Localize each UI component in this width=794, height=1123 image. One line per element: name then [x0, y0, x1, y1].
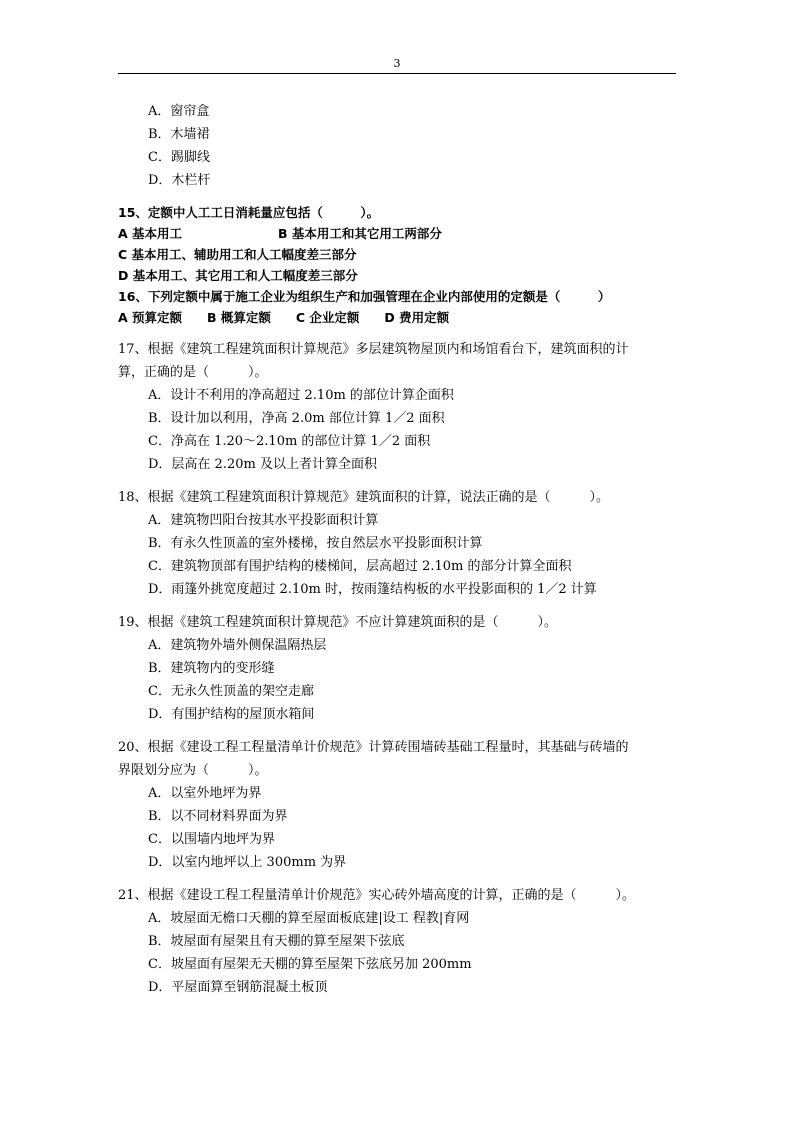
q17-option-d: D．层高在 2.20m 及以上者计算全面积 — [148, 457, 377, 472]
q19-option-a: A．建筑物外墙外侧保温隔热层 — [148, 638, 327, 653]
q20-stem-line1: 20、根据《建设工程工程量清单计价规范》计算砖围墙砖基础工程量时，其基础与砖墙的 — [118, 740, 629, 755]
q19-option-d: D．有围护结构的屋顶水箱间 — [148, 707, 315, 722]
q17-option-c: C．净高在 1.20～2.10m 的部位计算 1／2 面积 — [148, 434, 431, 449]
q16-options: A 预算定额 B 概算定额 C 企业定额 D 费用定额 — [118, 310, 450, 325]
q19-option-b: B．建筑物内的变形缝 — [148, 661, 275, 676]
q21-option-b: B．坡屋面有屋架且有天棚的算至屋架下弦底 — [148, 934, 405, 949]
q17-option-a: A．设计不利用的净高超过 2.10m 的部位计算企面积 — [148, 388, 454, 403]
q14-option-a: A．窗帘盒 — [148, 104, 210, 119]
q20-option-c: C．以围墙内地坪为界 — [148, 832, 275, 847]
q14-option-b: B．木墙裙 — [148, 127, 210, 142]
q20-option-a: A．以室外地坪为界 — [148, 786, 262, 801]
header-rule — [118, 73, 676, 74]
q16-stem: 16、下列定额中属于施工企业为组织生产和加强管理在企业内部使用的定额是（ ） — [118, 289, 611, 304]
q20-option-b: B．以不同材料界面为界 — [148, 809, 288, 824]
q20-option-d: D．以室内地坪以上 300mm 为界 — [148, 855, 347, 870]
q15-options-ab — [118, 223, 688, 244]
q20-stem-line2: 界限划分应为（ ）。 — [118, 763, 268, 778]
q18-option-a: A．建筑物凹阳台按其水平投影面积计算 — [148, 513, 379, 528]
q15-option-b: B 基本用工和其它用工两部分 — [278, 226, 442, 241]
document-body — [118, 100, 688, 999]
q17-stem-line2: 算，正确的是（ ）。 — [118, 365, 268, 380]
q15-option-d: D 基本用工、其它用工和人工幅度差三部分 — [118, 268, 358, 283]
q15-option-a: A 基本用工 — [118, 226, 183, 241]
q18-option-d: D．雨篷外挑宽度超过 2.10m 时，按雨篷结构板的水平投影面积的 1／2 计算 — [148, 582, 597, 597]
q18-option-c: C．建筑物顶部有围护结构的楼梯间，层高超过 2.10m 的部分计算全面积 — [148, 559, 572, 574]
q18-stem: 18、根据《建筑工程建筑面积计算规范》建筑面积的计算，说法正确的是（ ）。 — [118, 490, 610, 505]
q21-option-d: D．平屋面算至钢筋混凝土板顶 — [148, 980, 328, 995]
q14-option-d: D．木栏杆 — [148, 173, 211, 188]
q19-option-c: C．无永久性顶盖的架空走廊 — [148, 684, 314, 699]
q21-stem: 21、根据《建设工程工程量清单计价规范》实心砖外墙高度的计算，正确的是（ ）。 — [118, 888, 636, 903]
q18-option-b: B．有永久性顶盖的室外楼梯，按自然层水平投影面积计算 — [148, 536, 483, 551]
q17-option-b: B．设计加以利用，净高 2.0m 部位计算 1／2 面积 — [148, 411, 445, 426]
page-number: 3 — [393, 57, 401, 70]
q21-option-c: C．坡屋面有屋架无天棚的算至屋架下弦底另加 200mm — [148, 957, 472, 972]
q21-option-a: A．坡屋面无檐口天棚的算至屋面板底建|设工 程教|育网 — [148, 911, 470, 926]
q15-option-c: C 基本用工、辅助用工和人工幅度差三部分 — [118, 247, 357, 262]
q17-stem-line1: 17、根据《建筑工程建筑面积计算规范》多层建筑物屋顶内和场馆看台下，建筑面积的计 — [118, 342, 629, 357]
q14-option-c: C．踢脚线 — [148, 150, 210, 165]
q19-stem: 19、根据《建筑工程建筑面积计算规范》不应计算建筑面积的是（ ）。 — [118, 615, 558, 630]
q15-stem: 15、定额中人工工日消耗量应包括（ ）。 — [118, 205, 380, 220]
